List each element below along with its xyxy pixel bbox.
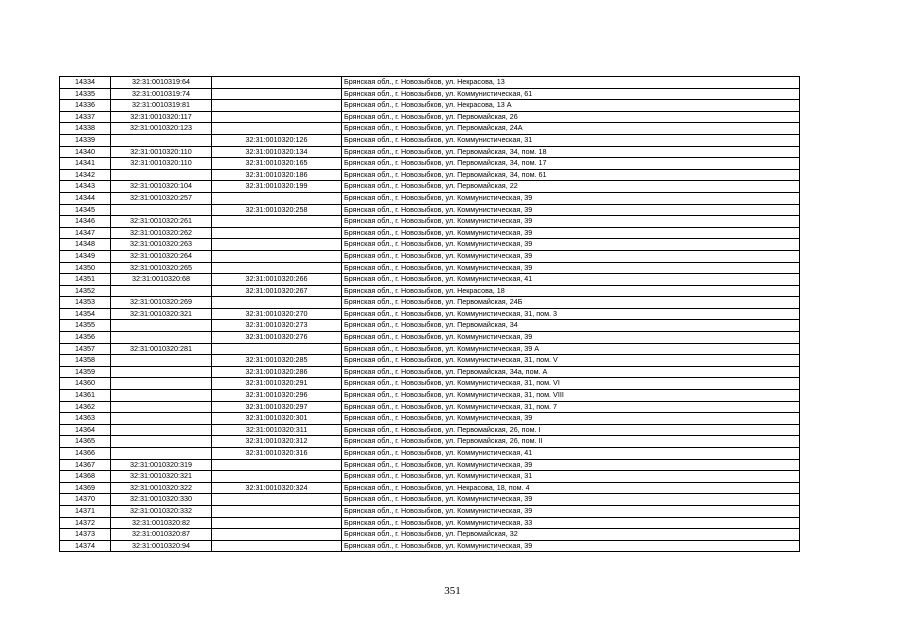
row-number-cell: 14351: [60, 274, 111, 286]
cadastral-number-cell: [212, 540, 342, 552]
cadastral-number-cell: 32:31:0010320:270: [212, 308, 342, 320]
cadastral-number-cell: [212, 494, 342, 506]
parent-cadastral-number-cell: [111, 332, 212, 344]
cadastral-number-cell: 32:31:0010320:291: [212, 378, 342, 390]
address-cell: Брянская обл., г. Новозыбков, ул. Первомайская, 34, пом. 17: [342, 158, 800, 170]
table-row: [60, 413, 800, 425]
address-cell: Брянская обл., г. Новозыбков, ул. Первомайская, 22: [342, 181, 800, 193]
table-row: [60, 540, 800, 552]
address-cell: Брянская обл., г. Новозыбков, ул. Первомайская, 34, пом. 18: [342, 146, 800, 158]
table-body: [60, 77, 800, 552]
row-number-cell: 14364: [60, 424, 111, 436]
parent-cadastral-number-cell: [111, 424, 212, 436]
address-cell: Брянская обл., г. Новозыбков, ул. Коммунистическая, 39: [342, 192, 800, 204]
parent-cadastral-number-cell: 32:31:0010320:110: [111, 158, 212, 170]
table-row: [60, 192, 800, 204]
row-number-cell: 14373: [60, 529, 111, 541]
cadastral-number-cell: 32:31:0010320:134: [212, 146, 342, 158]
address-cell: Брянская обл., г. Новозыбков, ул. Некрасова, 18: [342, 285, 800, 297]
table-row: [60, 308, 800, 320]
row-number-cell: 14355: [60, 320, 111, 332]
parent-cadastral-number-cell: [111, 390, 212, 402]
parent-cadastral-number-cell: 32:31:0010320:264: [111, 250, 212, 262]
table-row: [60, 134, 800, 146]
cadastral-number-cell: 32:31:0010320:311: [212, 424, 342, 436]
address-cell: Брянская обл., г. Новозыбков, ул. Коммунистическая, 39 А: [342, 343, 800, 355]
table-row: [60, 262, 800, 274]
address-cell: Брянская обл., г. Новозыбков, ул. Некрасова, 13: [342, 77, 800, 89]
address-cell: Брянская обл., г. Новозыбков, ул. Коммунистическая, 39: [342, 250, 800, 262]
row-number-cell: 14368: [60, 471, 111, 483]
table-row: [60, 529, 800, 541]
row-number-cell: 14370: [60, 494, 111, 506]
row-number-cell: 14339: [60, 134, 111, 146]
cadastral-number-cell: 32:31:0010320:276: [212, 332, 342, 344]
row-number-cell: 14340: [60, 146, 111, 158]
cadastral-number-cell: [212, 471, 342, 483]
parent-cadastral-number-cell: [111, 401, 212, 413]
parent-cadastral-number-cell: 32:31:0010320:332: [111, 505, 212, 517]
table-row: [60, 297, 800, 309]
cadastral-number-cell: [212, 227, 342, 239]
cadastral-number-cell: 32:31:0010320:296: [212, 390, 342, 402]
address-cell: Брянская обл., г. Новозыбков, ул. Некрасова, 13 А: [342, 100, 800, 112]
row-number-cell: 14344: [60, 192, 111, 204]
address-cell: Брянская обл., г. Новозыбков, ул. Первомайская, 34а, пом. А: [342, 366, 800, 378]
row-number-cell: 14334: [60, 77, 111, 89]
address-cell: Брянская обл., г. Новозыбков, ул. Первомайская, 34, пом. 61: [342, 169, 800, 181]
row-number-cell: 14372: [60, 517, 111, 529]
cadastral-number-cell: 32:31:0010320:301: [212, 413, 342, 425]
parent-cadastral-number-cell: 32:31:0010320:269: [111, 297, 212, 309]
parent-cadastral-number-cell: 32:31:0010320:68: [111, 274, 212, 286]
parent-cadastral-number-cell: 32:31:0010320:319: [111, 459, 212, 471]
parent-cadastral-number-cell: [111, 320, 212, 332]
address-cell: Брянская обл., г. Новозыбков, ул. Первомайская, 26: [342, 111, 800, 123]
address-cell: Брянская обл., г. Новозыбков, ул. Коммунистическая, 31, пом. 7: [342, 401, 800, 413]
table-row: [60, 424, 800, 436]
cadastral-number-cell: 32:31:0010320:165: [212, 158, 342, 170]
row-number-cell: 14336: [60, 100, 111, 112]
address-cell: Брянская обл., г. Новозыбков, ул. Коммунистическая, 39: [342, 262, 800, 274]
cadastral-number-cell: 32:31:0010320:324: [212, 482, 342, 494]
address-cell: Брянская обл., г. Новозыбков, ул. Коммунистическая, 39: [342, 216, 800, 228]
row-number-cell: 14348: [60, 239, 111, 251]
cadastral-number-cell: [212, 88, 342, 100]
cadastral-number-cell: 32:31:0010320:267: [212, 285, 342, 297]
row-number-cell: 14359: [60, 366, 111, 378]
table-row: [60, 378, 800, 390]
address-cell: Брянская обл., г. Новозыбков, ул. Первомайская, 24А: [342, 123, 800, 135]
table-row: [60, 505, 800, 517]
cadastral-number-cell: [212, 517, 342, 529]
parent-cadastral-number-cell: 32:31:0010319:64: [111, 77, 212, 89]
cadastral-number-cell: 32:31:0010320:312: [212, 436, 342, 448]
parent-cadastral-number-cell: [111, 436, 212, 448]
table-row: [60, 111, 800, 123]
address-cell: Брянская обл., г. Новозыбков, ул. Коммунистическая, 41: [342, 448, 800, 460]
table-row: [60, 494, 800, 506]
table-row: [60, 355, 800, 367]
parent-cadastral-number-cell: [111, 413, 212, 425]
table-row: [60, 77, 800, 89]
row-number-cell: 14363: [60, 413, 111, 425]
cadastral-number-cell: [212, 262, 342, 274]
row-number-cell: 14346: [60, 216, 111, 228]
parent-cadastral-number-cell: 32:31:0010320:321: [111, 471, 212, 483]
table-row: [60, 204, 800, 216]
address-cell: Брянская обл., г. Новозыбков, ул. Коммунистическая, 33: [342, 517, 800, 529]
table-row: [60, 332, 800, 344]
row-number-cell: 14352: [60, 285, 111, 297]
cadastral-number-cell: 32:31:0010320:297: [212, 401, 342, 413]
table-row: [60, 181, 800, 193]
row-number-cell: 14338: [60, 123, 111, 135]
cadastral-number-cell: 32:31:0010320:186: [212, 169, 342, 181]
table-row: [60, 169, 800, 181]
row-number-cell: 14350: [60, 262, 111, 274]
table-row: [60, 88, 800, 100]
parent-cadastral-number-cell: [111, 448, 212, 460]
table-row: [60, 517, 800, 529]
cadastral-number-cell: 32:31:0010320:199: [212, 181, 342, 193]
parent-cadastral-number-cell: 32:31:0010320:262: [111, 227, 212, 239]
cadastral-number-cell: [212, 297, 342, 309]
row-number-cell: 14361: [60, 390, 111, 402]
row-number-cell: 14369: [60, 482, 111, 494]
parent-cadastral-number-cell: 32:31:0010320:330: [111, 494, 212, 506]
cadastral-number-cell: [212, 529, 342, 541]
cadastral-number-cell: [212, 459, 342, 471]
cadastral-number-cell: [212, 239, 342, 251]
row-number-cell: 14354: [60, 308, 111, 320]
address-cell: Брянская обл., г. Новозыбков, ул. Коммунистическая, 39: [342, 540, 800, 552]
parent-cadastral-number-cell: [111, 134, 212, 146]
parent-cadastral-number-cell: 32:31:0010320:123: [111, 123, 212, 135]
row-number-cell: 14335: [60, 88, 111, 100]
table-row: [60, 401, 800, 413]
table-row: [60, 158, 800, 170]
address-cell: Брянская обл., г. Новозыбков, ул. Коммунистическая, 39: [342, 505, 800, 517]
parent-cadastral-number-cell: 32:31:0010320:261: [111, 216, 212, 228]
address-cell: Брянская обл., г. Новозыбков, ул. Первомайская, 26, пом. II: [342, 436, 800, 448]
address-cell: Брянская обл., г. Новозыбков, ул. Коммунистическая, 39: [342, 459, 800, 471]
address-cell: Брянская обл., г. Новозыбков, ул. Коммунистическая, 39: [342, 227, 800, 239]
row-number-cell: 14362: [60, 401, 111, 413]
row-number-cell: 14360: [60, 378, 111, 390]
parent-cadastral-number-cell: 32:31:0010320:117: [111, 111, 212, 123]
table-row: [60, 471, 800, 483]
row-number-cell: 14356: [60, 332, 111, 344]
parent-cadastral-number-cell: 32:31:0010320:257: [111, 192, 212, 204]
parent-cadastral-number-cell: 32:31:0010320:321: [111, 308, 212, 320]
row-number-cell: 14345: [60, 204, 111, 216]
table-row: [60, 448, 800, 460]
row-number-cell: 14343: [60, 181, 111, 193]
row-number-cell: 14357: [60, 343, 111, 355]
row-number-cell: 14349: [60, 250, 111, 262]
parent-cadastral-number-cell: 32:31:0010320:281: [111, 343, 212, 355]
table-row: [60, 146, 800, 158]
parent-cadastral-number-cell: 32:31:0010319:81: [111, 100, 212, 112]
table-row: [60, 343, 800, 355]
row-number-cell: 14374: [60, 540, 111, 552]
address-cell: Брянская обл., г. Новозыбков, ул. Коммунистическая, 31, пом. VI: [342, 378, 800, 390]
cadastral-number-cell: [212, 505, 342, 517]
cadastral-number-cell: 32:31:0010320:316: [212, 448, 342, 460]
table-row: [60, 459, 800, 471]
parent-cadastral-number-cell: [111, 366, 212, 378]
table-row: [60, 123, 800, 135]
cadastral-number-cell: 32:31:0010320:285: [212, 355, 342, 367]
cadastral-number-cell: [212, 100, 342, 112]
address-cell: Брянская обл., г. Новозыбков, ул. Коммунистическая, 31: [342, 471, 800, 483]
cadastral-number-cell: 32:31:0010320:266: [212, 274, 342, 286]
row-number-cell: 14342: [60, 169, 111, 181]
table-row: [60, 227, 800, 239]
address-cell: Брянская обл., г. Новозыбков, ул. Коммунистическая, 31, пом. VIII: [342, 390, 800, 402]
address-cell: Брянская обл., г. Новозыбков, ул. Некрасова, 18, пом. 4: [342, 482, 800, 494]
cadastral-number-cell: [212, 111, 342, 123]
row-number-cell: 14367: [60, 459, 111, 471]
address-cell: Брянская обл., г. Новозыбков, ул. Коммунистическая, 41: [342, 274, 800, 286]
cadastral-number-cell: [212, 343, 342, 355]
address-cell: Брянская обл., г. Новозыбков, ул. Коммунистическая, 39: [342, 239, 800, 251]
table-row: [60, 274, 800, 286]
row-number-cell: 14353: [60, 297, 111, 309]
property-register-table: [59, 76, 800, 552]
row-number-cell: 14341: [60, 158, 111, 170]
table-row: [60, 239, 800, 251]
address-cell: Брянская обл., г. Новозыбков, ул. Первомайская, 24Б: [342, 297, 800, 309]
address-cell: Брянская обл., г. Новозыбков, ул. Коммунистическая, 31, пом. V: [342, 355, 800, 367]
cadastral-number-cell: [212, 123, 342, 135]
cadastral-number-cell: [212, 77, 342, 89]
address-cell: Брянская обл., г. Новозыбков, ул. Первомайская, 26, пом. I: [342, 424, 800, 436]
cadastral-number-cell: 32:31:0010320:273: [212, 320, 342, 332]
address-cell: Брянская обл., г. Новозыбков, ул. Коммунистическая, 31: [342, 134, 800, 146]
address-cell: Брянская обл., г. Новозыбков, ул. Коммунистическая, 39: [342, 413, 800, 425]
cadastral-number-cell: [212, 192, 342, 204]
parent-cadastral-number-cell: 32:31:0010320:87: [111, 529, 212, 541]
parent-cadastral-number-cell: 32:31:0010320:82: [111, 517, 212, 529]
cadastral-number-cell: 32:31:0010320:286: [212, 366, 342, 378]
table-row: [60, 100, 800, 112]
cadastral-number-cell: [212, 250, 342, 262]
address-cell: Брянская обл., г. Новозыбков, ул. Коммунистическая, 39: [342, 204, 800, 216]
table-row: [60, 436, 800, 448]
page-number: 351: [444, 585, 461, 597]
parent-cadastral-number-cell: [111, 378, 212, 390]
parent-cadastral-number-cell: [111, 355, 212, 367]
row-number-cell: 14371: [60, 505, 111, 517]
parent-cadastral-number-cell: 32:31:0010320:263: [111, 239, 212, 251]
table-row: [60, 482, 800, 494]
parent-cadastral-number-cell: 32:31:0010319:74: [111, 88, 212, 100]
address-cell: Брянская обл., г. Новозыбков, ул. Первомайская, 34: [342, 320, 800, 332]
cadastral-number-cell: 32:31:0010320:258: [212, 204, 342, 216]
table-row: [60, 366, 800, 378]
row-number-cell: 14347: [60, 227, 111, 239]
row-number-cell: 14366: [60, 448, 111, 460]
cadastral-number-cell: 32:31:0010320:126: [212, 134, 342, 146]
table-row: [60, 216, 800, 228]
row-number-cell: 14337: [60, 111, 111, 123]
table-row: [60, 250, 800, 262]
parent-cadastral-number-cell: 32:31:0010320:265: [111, 262, 212, 274]
parent-cadastral-number-cell: [111, 285, 212, 297]
parent-cadastral-number-cell: [111, 204, 212, 216]
table-row: [60, 285, 800, 297]
parent-cadastral-number-cell: [111, 169, 212, 181]
table-row: [60, 320, 800, 332]
row-number-cell: 14358: [60, 355, 111, 367]
parent-cadastral-number-cell: 32:31:0010320:322: [111, 482, 212, 494]
address-cell: Брянская обл., г. Новозыбков, ул. Коммунистическая, 39: [342, 494, 800, 506]
table-row: [60, 390, 800, 402]
row-number-cell: 14365: [60, 436, 111, 448]
address-cell: Брянская обл., г. Новозыбков, ул. Первомайская, 32: [342, 529, 800, 541]
parent-cadastral-number-cell: 32:31:0010320:110: [111, 146, 212, 158]
address-cell: Брянская обл., г. Новозыбков, ул. Коммунистическая, 31, пом. 3: [342, 308, 800, 320]
address-cell: Брянская обл., г. Новозыбков, ул. Коммунистическая, 61: [342, 88, 800, 100]
cadastral-number-cell: [212, 216, 342, 228]
parent-cadastral-number-cell: 32:31:0010320:94: [111, 540, 212, 552]
address-cell: Брянская обл., г. Новозыбков, ул. Коммунистическая, 39: [342, 332, 800, 344]
parent-cadastral-number-cell: 32:31:0010320:104: [111, 181, 212, 193]
